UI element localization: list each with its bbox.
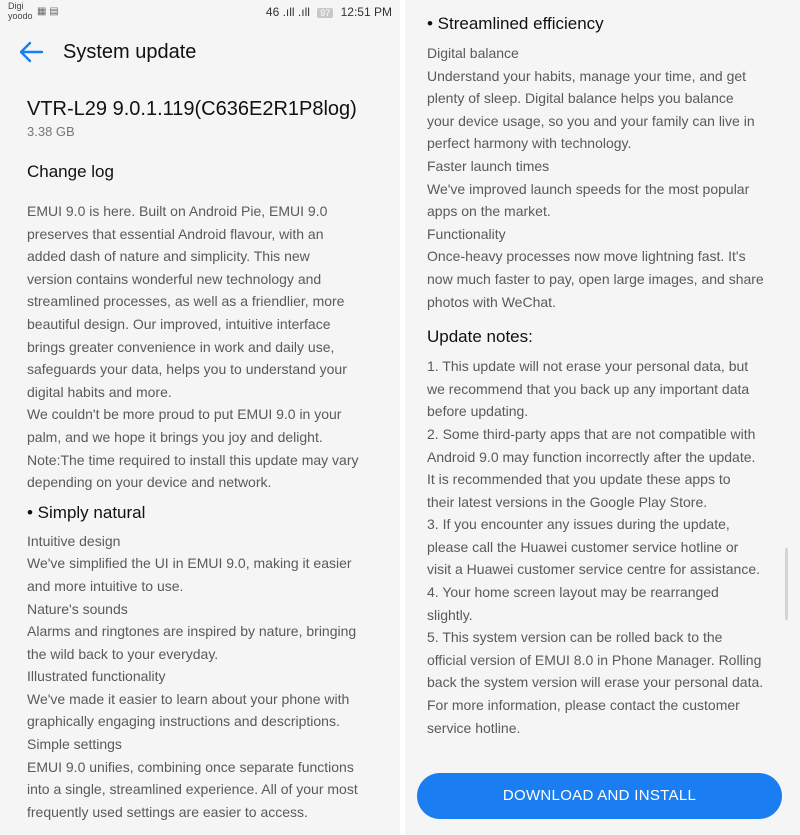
update-note-line: official version of EMUI 8.0 in Phone Manager. Rolling bbox=[427, 651, 762, 668]
changelog-line: Digital balance bbox=[427, 45, 519, 61]
changelog-line: Faster launch times bbox=[427, 157, 550, 174]
changelog-line: Functionality bbox=[427, 225, 506, 242]
update-note-line: 4. Your home screen layout may be rearranged bbox=[427, 584, 719, 601]
back-arrow-icon[interactable] bbox=[16, 37, 46, 67]
download-and-install-button[interactable]: DOWNLOAD AND INSTALL bbox=[417, 773, 782, 819]
update-note-line: For more information, please contact the customer bbox=[427, 697, 740, 714]
changelog-line: beautiful design. Our improved, intuitive interface bbox=[27, 315, 331, 332]
changelog-line: Once-heavy processes now move lightning fast. It's bbox=[427, 248, 746, 265]
update-note-line: please call the Huawei customer service hotline or bbox=[427, 538, 739, 555]
changelog-line: your device usage, so you and your family can live in bbox=[427, 112, 755, 129]
status-indicators bbox=[266, 5, 392, 19]
changelog-body-continued bbox=[427, 14, 788, 739]
changelog-line: We've improved launch speeds for the most popular bbox=[427, 180, 750, 197]
changelog-line: photos with WeChat. bbox=[427, 293, 556, 310]
clock: 12:51 PM bbox=[340, 5, 392, 19]
update-note-line: service hotline. bbox=[427, 719, 521, 736]
changelog-line: into a single, streamlined experience. All of your most bbox=[27, 781, 358, 798]
update-note-line: we recommend that you back up any important data bbox=[427, 380, 750, 397]
update-note-line: back the system version will erase your personal data. bbox=[427, 674, 764, 691]
changelog-line: streamlined processes, as well as a friendlier, more bbox=[27, 293, 345, 310]
update-note-line: 1. This update will not erase your personal data, but bbox=[427, 358, 749, 375]
changelog-line: and more intuitive to use. bbox=[27, 577, 184, 594]
update-note-line: 5. This system version can be rolled back to the bbox=[427, 629, 723, 646]
changelog-line: Illustrated functionality bbox=[27, 668, 166, 685]
section-heading-simply-natural: • Simply natural bbox=[27, 502, 146, 522]
app-bar bbox=[0, 30, 400, 76]
signal-icon: 46 .ıll .ıll bbox=[265, 5, 310, 19]
page-title: System update bbox=[63, 41, 197, 63]
changelog-line: added dash of nature and simplicity. This new bbox=[27, 248, 310, 265]
changelog-line: version contains wonderful new technology and bbox=[27, 270, 322, 287]
changelog-line: EMUI 9.0 unifies, combining once separate functions bbox=[27, 758, 354, 775]
changelog-line: Note:The time required to install this update may vary bbox=[27, 451, 359, 468]
streamlined-efficiency-text bbox=[427, 42, 788, 313]
update-notes-text bbox=[427, 355, 788, 739]
changelog-line: EMUI 9.0 is here. Built on Android Pie, EMUI 9.0 bbox=[27, 203, 328, 219]
download-size: 3.38 GB bbox=[27, 124, 75, 139]
changelog-line: preserves that essential Android flavour, with an bbox=[27, 225, 324, 242]
update-note-line: It is recommended that you update these apps to bbox=[427, 471, 731, 488]
changelog-body bbox=[27, 200, 388, 823]
changelog-line: safeguards your data, helps you to understand your bbox=[27, 361, 347, 378]
changelog-line: We couldn't be more proud to put EMUI 9.0 in your bbox=[27, 406, 342, 423]
changelog-line: brings greater convenience in work and daily use, bbox=[27, 338, 335, 355]
changelog-line: plenty of sleep. Digital balance helps you balance bbox=[427, 90, 734, 107]
changelog-line: Intuitive design bbox=[27, 532, 121, 549]
version-label: VTR-L29 9.0.1.119(C636E2R1P8log) bbox=[27, 98, 357, 120]
changelog-line: digital habits and more. bbox=[27, 383, 172, 400]
changelog-line: perfect harmony with technology. bbox=[427, 135, 632, 152]
changelog-line: We've simplified the UI in EMUI 9.0, making it easier bbox=[27, 555, 352, 572]
carrier-name: Digi bbox=[8, 1, 24, 11]
update-note-line: Android 9.0 may function incorrectly after the update. bbox=[427, 448, 756, 465]
changelog-line: Understand your habits, manage your time, and get bbox=[427, 67, 747, 84]
changelog-line: Nature's sounds bbox=[27, 600, 128, 617]
changelog-line: apps on the market. bbox=[427, 203, 551, 220]
changelog-line: depending on your device and network. bbox=[27, 474, 272, 491]
changelog-line: palm, and we hope it brings you joy and delight. bbox=[27, 428, 323, 445]
update-note-line: slightly. bbox=[427, 606, 473, 623]
changelog-line: Simple settings bbox=[27, 736, 122, 753]
section-heading-streamlined-efficiency: • Streamlined efficiency bbox=[427, 14, 604, 33]
changelog-line: frequently used settings are easier to access. bbox=[27, 803, 308, 820]
battery-icon: 97 bbox=[317, 8, 333, 18]
update-note-line: their latest versions in the Google Play Store. bbox=[427, 493, 708, 510]
update-note-line: 2. Some third-party apps that are not compatible with bbox=[427, 425, 756, 442]
notification-icons: ▦ ▤ bbox=[37, 6, 59, 17]
changelog-line: graphically engaging instructions and descriptions. bbox=[27, 713, 340, 730]
changelog-intro bbox=[27, 200, 388, 494]
update-notes-heading: Update notes: bbox=[427, 327, 533, 347]
carrier-name-2: yoodo bbox=[8, 11, 33, 21]
changelog-line: Alarms and ringtones are inspired by nature, bringing bbox=[27, 623, 357, 640]
changelog-line: the wild back to your everyday. bbox=[27, 645, 219, 662]
changelog-heading: Change log bbox=[27, 162, 114, 181]
update-note-line: before updating. bbox=[427, 403, 529, 420]
right-screen bbox=[405, 0, 800, 835]
carrier-label bbox=[8, 1, 33, 21]
changelog-line: We've made it easier to learn about your phone with bbox=[27, 690, 350, 707]
changelog-line: now much faster to pay, open large images, and share bbox=[427, 270, 764, 287]
update-note-line: visit a Huawei customer service centre for assistance. bbox=[427, 561, 761, 578]
status-bar bbox=[0, 0, 400, 30]
simply-natural-text bbox=[27, 530, 388, 824]
update-note-line: 3. If you encounter any issues during the update, bbox=[427, 516, 730, 533]
